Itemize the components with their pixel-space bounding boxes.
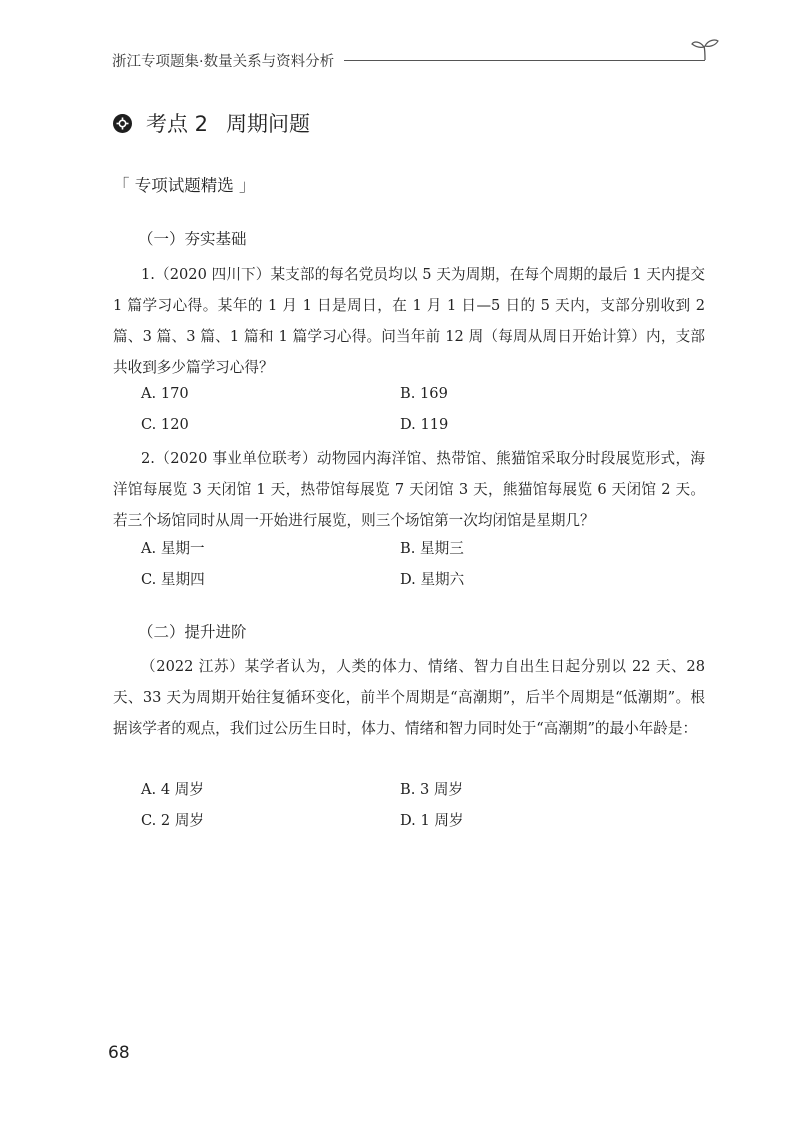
header-rule: [344, 60, 705, 61]
question-1-option-d: D. 119: [400, 416, 449, 433]
level-heading-basic: （一）夯实基础: [138, 230, 247, 248]
question-1-option-b: B. 169: [400, 385, 448, 402]
question-3-option-a: A. 4 周岁: [141, 781, 204, 798]
question-3-option-d: D. 1 周岁: [400, 812, 464, 829]
subhead-bracket-right: 」: [239, 176, 256, 195]
header-title: 浙江专项题集·数量关系与资料分析: [112, 54, 335, 70]
subhead-text: 专项试题精选: [134, 176, 234, 195]
question-1-option-c: C. 120: [141, 416, 189, 433]
question-1-option-a: A. 170: [141, 385, 189, 402]
section-point-label: 考点 2: [146, 112, 209, 136]
subhead: [113, 172, 256, 196]
question-2-option-b: B. 星期三: [400, 540, 464, 557]
question-3-option-b: B. 3 周岁: [400, 781, 464, 798]
question-2-option-a: A. 星期一: [141, 540, 205, 557]
question-2-option-d: D. 星期六: [400, 571, 465, 588]
subhead-bracket-left: 「: [113, 176, 130, 195]
question-2-option-c: C. 星期四: [141, 571, 205, 588]
question-2-text: 2.（2020 事业单位联考）动物园内海洋馆、热带馆、熊猫馆采取分时段展览形式，海洋馆每展览 3 天闭馆 1 天，热带馆每展览 7 天闭馆 3 天，熊猫馆每展览 6 天闭馆 2 天。若三个场馆同时从周一开始进行展览，则三个场馆第一次均闭馆是星期几？: [113, 450, 705, 529]
running-header: [112, 46, 717, 76]
gear-icon: [113, 114, 132, 133]
level-heading-advanced: （二）提升进阶: [138, 623, 247, 641]
question-1-text: 1.（2020 四川下）某支部的每名党员均以 5 天为周期，在每个周期的最后 1 天内提交 1 篇学习心得。某年的 1 月 1 日是周日，在 1 月 1 日—5 日的 5 天内，支部分别收到 2 篇、3 篇、3 篇、1 篇和 1 篇学习心得。问当年前 12 周（每周从周日开始计算）内，支部共收到多少篇学习心得？: [113, 266, 705, 376]
section-title: 周期问题: [226, 112, 311, 136]
page-number: 68: [108, 1043, 130, 1063]
section-heading: [113, 108, 310, 138]
question-3-text: （2022 江苏）某学者认为，人类的体力、情绪、智力自出生日起分别以 22 天、28 天、33 天为周期开始往复循环变化，前半个周期是“高潮期”，后半个周期是“低潮期”。根据该学者的观点，我们过公历生日时，体力、情绪和智力同时处于“高潮期”的最小年龄是：: [113, 658, 705, 737]
question-3-option-c: C. 2 周岁: [141, 812, 205, 829]
sprout-icon: [691, 38, 719, 62]
